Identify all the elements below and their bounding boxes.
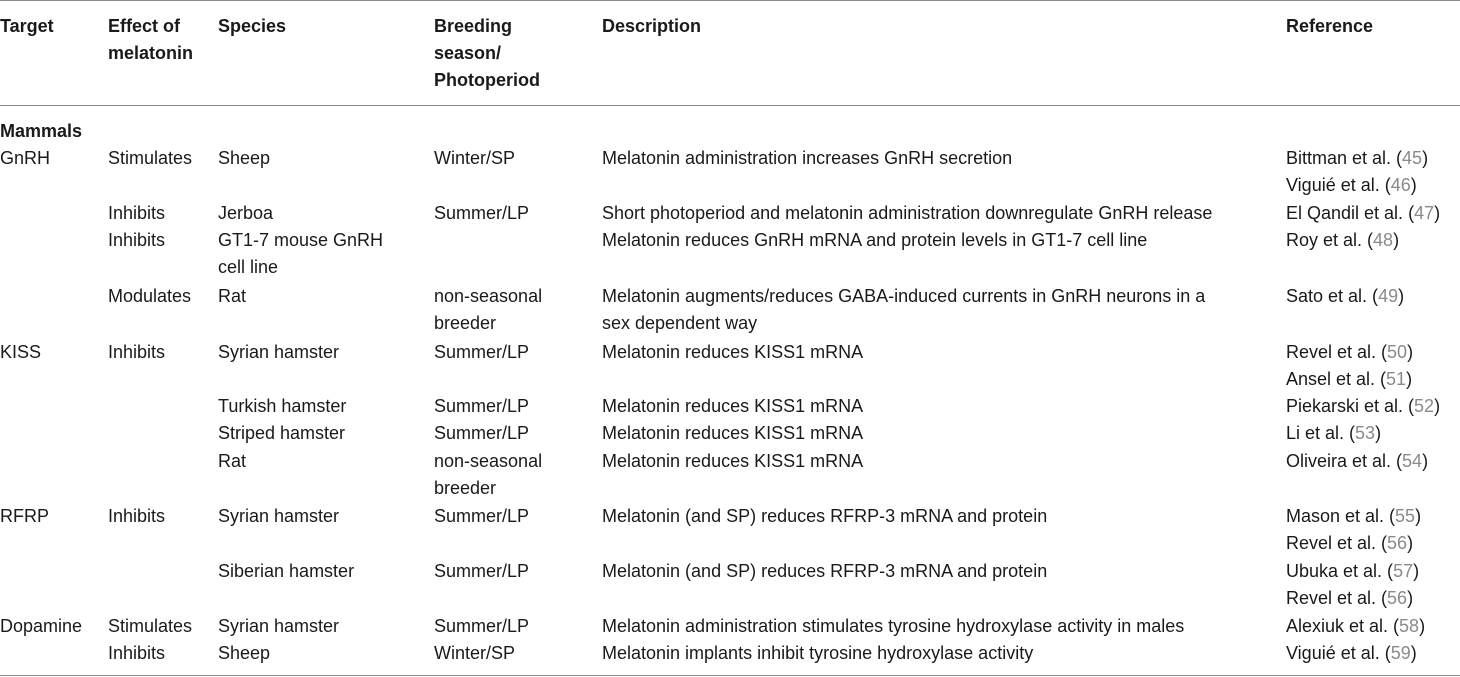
header-target: Target (0, 16, 54, 36)
reference-close: ) (1415, 506, 1422, 526)
reference-citation[interactable] (1286, 613, 1425, 640)
reference-number-link[interactable]: 53 (1355, 423, 1376, 443)
section-label: Mammals (0, 121, 83, 141)
reference-citation[interactable] (1286, 145, 1428, 172)
reference-author: Ansel et al. ( (1286, 369, 1387, 389)
cell-target: GnRH (0, 148, 51, 168)
cell-description: Melatonin reduces KISS1 mRNA (602, 342, 864, 362)
reference-author: Alexiuk et al. ( (1286, 616, 1400, 636)
cell-effect: Modulates (108, 286, 192, 306)
reference-close: ) (1434, 396, 1441, 416)
reference-citation[interactable] (1286, 448, 1428, 475)
reference-number-link[interactable]: 51 (1386, 369, 1407, 389)
cell-season: Summer/LP (434, 203, 530, 223)
cell-description: Melatonin reduces KISS1 mRNA (602, 423, 864, 443)
cell-season: breeder (434, 313, 497, 333)
cell-description: Melatonin (and SP) reduces RFRP-3 mRNA and protein (602, 506, 1048, 526)
cell-species: Syrian hamster (218, 616, 340, 636)
reference-number-link[interactable]: 55 (1395, 506, 1416, 526)
reference-citation[interactable] (1286, 339, 1413, 366)
cell-season: breeder (434, 478, 497, 498)
table-bottom-rule (0, 675, 1460, 676)
reference-number-link[interactable]: 46 (1390, 175, 1411, 195)
reference-close: ) (1406, 369, 1413, 389)
reference-close: ) (1422, 451, 1429, 471)
cell-effect: Inhibits (108, 203, 166, 223)
reference-number-link[interactable]: 56 (1387, 533, 1408, 553)
cell-target: RFRP (0, 506, 49, 526)
reference-close: ) (1434, 203, 1441, 223)
reference-close: ) (1393, 230, 1400, 250)
reference-close: ) (1407, 588, 1414, 608)
cell-season: Summer/LP (434, 396, 530, 416)
cell-season: Winter/SP (434, 148, 516, 168)
reference-citation[interactable] (1286, 283, 1404, 310)
cell-effect: Inhibits (108, 342, 166, 362)
table-top-rule (0, 0, 1460, 1)
reference-number-link[interactable]: 54 (1402, 451, 1423, 471)
reference-close: ) (1422, 148, 1429, 168)
cell-species: Jerboa (218, 203, 274, 223)
reference-close: ) (1413, 561, 1420, 581)
reference-author: Revel et al. ( (1286, 533, 1388, 553)
cell-effect: Stimulates (108, 616, 193, 636)
cell-season: Summer/LP (434, 342, 530, 362)
reference-author: Piekarski et al. ( (1286, 396, 1415, 416)
cell-effect: Inhibits (108, 230, 166, 250)
cell-species: Syrian hamster (218, 342, 340, 362)
reference-author: Revel et al. ( (1286, 588, 1388, 608)
reference-number-link[interactable]: 48 (1373, 230, 1394, 250)
header-breeding-line2: season/ (434, 43, 502, 63)
header-description: Description (602, 16, 702, 36)
reference-close: ) (1410, 643, 1417, 663)
cell-effect: Inhibits (108, 643, 166, 663)
reference-author: Viguié et al. ( (1286, 175, 1391, 195)
reference-number-link[interactable]: 57 (1393, 561, 1414, 581)
cell-description: Melatonin reduces KISS1 mRNA (602, 451, 864, 471)
cell-description: Melatonin reduces GnRH mRNA and protein levels in GT1-7 cell line (602, 230, 1148, 250)
cell-description: Melatonin implants inhibit tyrosine hydroxylase activity (602, 643, 1034, 663)
reference-number-link[interactable]: 50 (1387, 342, 1408, 362)
cell-season: Summer/LP (434, 561, 530, 581)
cell-season: Summer/LP (434, 423, 530, 443)
cell-description: Melatonin (and SP) reduces RFRP-3 mRNA and protein (602, 561, 1048, 581)
cell-season: Winter/SP (434, 643, 516, 663)
cell-description: Melatonin administration increases GnRH secretion (602, 148, 1013, 168)
reference-number-link[interactable]: 45 (1402, 148, 1423, 168)
cell-season: non-seasonal (434, 451, 543, 471)
cell-species: Rat (218, 451, 247, 471)
reference-citation[interactable] (1286, 200, 1440, 227)
cell-season: Summer/LP (434, 506, 530, 526)
cell-species: Striped hamster (218, 423, 346, 443)
reference-close: ) (1419, 616, 1426, 636)
cell-description: Melatonin administration stimulates tyrosine hydroxylase activity in males (602, 616, 1185, 636)
cell-description: Melatonin augments/reduces GABA-induced currents in GnRH neurons in a (602, 286, 1206, 306)
header-bottom-rule (0, 105, 1460, 106)
cell-description: sex dependent way (602, 313, 758, 333)
reference-author: Roy et al. ( (1286, 230, 1374, 250)
cell-species: Rat (218, 286, 247, 306)
reference-author: El Qandil et al. ( (1286, 203, 1415, 223)
reference-number-link[interactable]: 56 (1387, 588, 1408, 608)
reference-citation[interactable] (1286, 393, 1440, 420)
cell-season: Summer/LP (434, 616, 530, 636)
reference-author: Sato et al. ( (1286, 286, 1379, 306)
header-effect-line1: Effect of (108, 16, 180, 36)
reference-author: Li et al. ( (1286, 423, 1356, 443)
reference-author: Bittman et al. ( (1286, 148, 1403, 168)
reference-close: ) (1407, 342, 1414, 362)
reference-citation[interactable] (1286, 172, 1417, 199)
reference-close: ) (1398, 286, 1405, 306)
header-species: Species (218, 16, 287, 36)
cell-effect: Stimulates (108, 148, 193, 168)
reference-author: Viguié et al. ( (1286, 643, 1391, 663)
reference-close: ) (1375, 423, 1382, 443)
reference-citation[interactable] (1286, 558, 1419, 585)
cell-target: Dopamine (0, 616, 83, 636)
reference-author: Oliveira et al. ( (1286, 451, 1403, 471)
header-effect-line2: melatonin (108, 43, 194, 63)
reference-close: ) (1407, 533, 1414, 553)
header-reference: Reference (1286, 16, 1374, 36)
cell-species: cell line (218, 257, 279, 277)
cell-species: GT1-7 mouse GnRH (218, 230, 384, 250)
reference-number-link[interactable]: 52 (1414, 396, 1435, 416)
reference-number-link[interactable]: 47 (1414, 203, 1435, 223)
reference-number-link[interactable]: 59 (1390, 643, 1411, 663)
cell-species: Sheep (218, 148, 271, 168)
cell-species: Syrian hamster (218, 506, 340, 526)
reference-close: ) (1410, 175, 1417, 195)
reference-citation[interactable] (1286, 640, 1417, 667)
reference-citation[interactable] (1286, 227, 1399, 254)
reference-number-link[interactable]: 49 (1378, 286, 1399, 306)
cell-species: Siberian hamster (218, 561, 355, 581)
reference-citation[interactable] (1286, 420, 1381, 447)
reference-citation[interactable] (1286, 585, 1413, 612)
header-breeding-line1: Breeding (434, 16, 513, 36)
reference-author: Mason et al. ( (1286, 506, 1396, 526)
cell-target: KISS (0, 342, 42, 362)
cell-effect: Inhibits (108, 506, 166, 526)
reference-number-link[interactable]: 58 (1399, 616, 1420, 636)
header-breeding-line3: Photoperiod (434, 70, 540, 90)
reference-citation[interactable] (1286, 503, 1421, 530)
reference-author: Ubuka et al. ( (1286, 561, 1394, 581)
reference-author: Revel et al. ( (1286, 342, 1388, 362)
reference-citation[interactable] (1286, 366, 1412, 393)
cell-species: Sheep (218, 643, 271, 663)
cell-description: Melatonin reduces KISS1 mRNA (602, 396, 864, 416)
reference-citation[interactable] (1286, 530, 1413, 557)
cell-season: non-seasonal (434, 286, 543, 306)
cell-species: Turkish hamster (218, 396, 347, 416)
cell-description: Short photoperiod and melatonin administration downregulate GnRH release (602, 203, 1213, 223)
